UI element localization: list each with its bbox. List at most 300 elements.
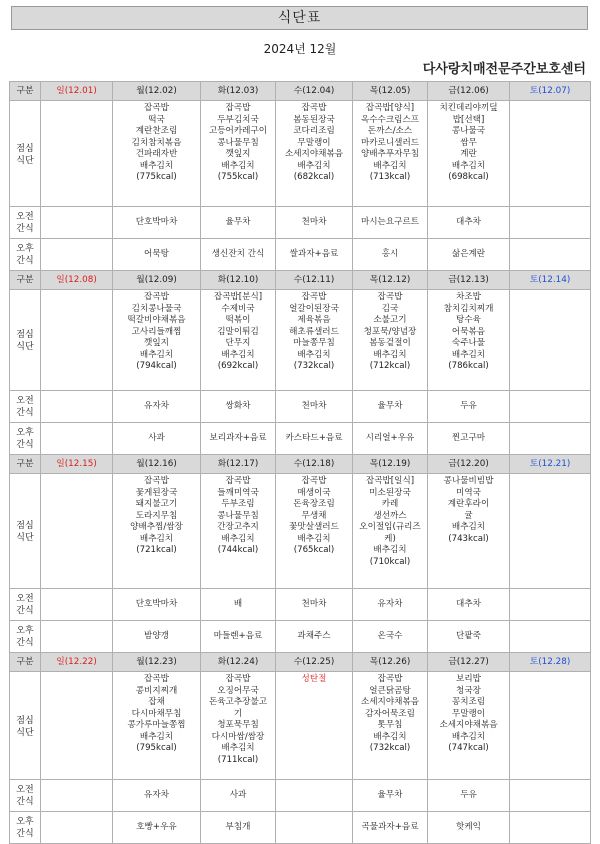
am-snack-cell — [41, 207, 113, 239]
menu-item: 톳무침 — [377, 720, 403, 730]
menu-item: 계란 — [460, 149, 477, 159]
am-snack-label — [10, 589, 41, 621]
menu-item: 기 — [233, 708, 243, 719]
day-header: 월(12.23) — [113, 653, 201, 672]
am-snack-cell: 마시는요구르트 — [353, 207, 428, 239]
lunch-menu-cell — [510, 474, 591, 589]
menu-item: 들깨미역국 — [217, 487, 259, 498]
pm-snack-row — [10, 239, 591, 271]
menu-item: 도라지무침 — [135, 510, 178, 521]
am-snack-label-text: 간식 — [16, 605, 34, 616]
menu-item: (692kcal) — [217, 361, 259, 371]
day-header: 수(12.25) — [276, 653, 353, 672]
menu-item: 봄동겉절이 — [369, 338, 411, 348]
pm-snack-row — [10, 423, 591, 455]
menu-item: 마늘쫑무침 — [293, 338, 335, 348]
am-snack-cell: 두유 — [428, 391, 510, 423]
menu-item: 콩비지찌개 — [135, 685, 178, 696]
lunch-menu-cell — [201, 672, 276, 780]
am-snack-cell: 단호박마차 — [113, 589, 201, 621]
menu-item: 밥[선택] — [452, 114, 485, 125]
am-snack-cell — [510, 589, 591, 621]
menu-item: 소세지야채볶음 — [439, 720, 498, 730]
pm-snack-cell — [510, 239, 591, 271]
day-header: 일(12.22) — [41, 653, 113, 672]
day-header: 일(12.01) — [41, 82, 113, 101]
am-snack-cell — [41, 391, 113, 423]
lunch-label-text: 식단 — [16, 155, 34, 166]
lunch-row — [10, 101, 591, 207]
lunch-menu-cell — [353, 672, 428, 780]
menu-item: 치킨데리야끼덮 — [439, 103, 498, 113]
day-header: 금(12.06) — [428, 82, 510, 101]
day-header: 목(12.12) — [353, 271, 428, 290]
menu-item: (711kcal) — [217, 754, 259, 765]
day-header: 목(12.19) — [353, 455, 428, 474]
menu-item: (795kcal) — [136, 743, 177, 753]
lunch-menu-cell — [428, 672, 510, 780]
lunch-menu-cell — [353, 290, 428, 391]
menu-item: 돈육장조림 — [293, 499, 335, 509]
menu-item: 배추김치 — [297, 349, 331, 360]
menu-item: 김국 — [381, 303, 399, 314]
menu-item: 코다리조림 — [293, 126, 335, 136]
pm-snack-label-text: 간식 — [16, 828, 34, 839]
am-snack-label — [10, 391, 41, 423]
am-snack-cell: 쌍화차 — [201, 391, 276, 423]
page-title: 식단표 — [277, 10, 322, 26]
am-snack-cell: 율무차 — [353, 780, 428, 812]
menu-item: 봄동된장국 — [293, 114, 335, 125]
menu-item: 양배추푸자무침 — [360, 149, 420, 159]
am-snack-cell — [41, 589, 113, 621]
day-header: 수(12.18) — [276, 455, 353, 474]
meal-table — [9, 81, 591, 844]
month-label: 2024년 12월 — [263, 42, 337, 56]
menu-item: 감자어묵조림 — [365, 708, 415, 719]
pm-snack-cell: 핫케익 — [428, 812, 510, 844]
menu-item: 떡국 — [148, 114, 165, 125]
day-header: 금(12.27) — [428, 653, 510, 672]
menu-item: 배추김치 — [221, 160, 255, 171]
pm-snack-cell — [41, 239, 113, 271]
menu-item: 탕수육 — [456, 315, 481, 325]
pm-snack-cell — [41, 423, 113, 455]
am-snack-label-text: 간식 — [16, 796, 34, 807]
day-header: 월(12.09) — [113, 271, 201, 290]
pm-snack-cell: 부침개 — [201, 812, 276, 844]
menu-item: 마카로니샐러드 — [360, 137, 420, 148]
pm-snack-cell: 찐고구마 — [428, 423, 510, 455]
menu-item: 해초류샐러드 — [289, 326, 339, 337]
lunch-menu-cell — [41, 474, 113, 589]
day-header: 화(12.17) — [201, 455, 276, 474]
am-snack-label-text: 간식 — [16, 223, 34, 234]
day-header: 토(12.07) — [510, 82, 591, 101]
lunch-menu-cell — [113, 672, 201, 780]
pm-snack-cell: 어묵탕 — [113, 239, 201, 271]
pm-snack-label-text: 오후 — [16, 816, 34, 827]
menu-item: 돈까스/소스 — [367, 126, 413, 136]
menu-item: 잡곡밥 — [225, 674, 251, 684]
am-snack-cell: 율무차 — [353, 391, 428, 423]
am-snack-row — [10, 589, 591, 621]
am-snack-row — [10, 780, 591, 812]
menu-item: 단무지 — [225, 338, 251, 348]
menu-item: 꽃게된장국 — [135, 487, 178, 498]
am-snack-row — [10, 391, 591, 423]
menu-item: 다시마채무침 — [131, 708, 182, 719]
menu-item: 잡곡밥 — [377, 292, 403, 302]
menu-item: 잡곡밥 — [144, 674, 169, 684]
am-snack-cell: 단호박마차 — [113, 207, 201, 239]
pm-snack-cell: 삶은계란 — [428, 239, 510, 271]
lunch-menu-cell — [41, 290, 113, 391]
pm-snack-cell: 단팥죽 — [428, 621, 510, 653]
pm-snack-cell: 곡물과자+음료 — [353, 812, 428, 844]
lunch-menu-cell — [113, 290, 201, 391]
day-header: 수(12.11) — [276, 271, 353, 290]
pm-snack-cell: 생신잔치 간식 — [201, 239, 276, 271]
am-snack-cell: 유자차 — [113, 391, 201, 423]
pm-snack-cell — [510, 812, 591, 844]
menu-item: (682kcal) — [293, 172, 335, 182]
week-header-row — [10, 653, 591, 672]
lunch-label-text: 식단 — [16, 342, 34, 352]
lunch-menu-cell — [41, 101, 113, 207]
menu-item: 깻잎지 — [225, 149, 251, 159]
menu-item: (732kcal) — [369, 743, 411, 753]
am-snack-label — [10, 207, 41, 239]
menu-item: 콩나물무침 — [217, 137, 259, 148]
pm-snack-label-text: 간식 — [16, 439, 34, 450]
menu-item: 간장고추지 — [217, 522, 259, 532]
menu-item: 배추김치 — [139, 731, 174, 742]
lunch-label — [10, 672, 41, 780]
week-header-row — [10, 455, 591, 474]
lunch-label-text: 점심 — [16, 715, 34, 726]
am-snack-label-text: 오전 — [16, 395, 34, 406]
menu-item: 제육볶음 — [297, 315, 331, 325]
gubun-label: 구분 — [10, 653, 41, 672]
lunch-menu-cell — [510, 290, 591, 391]
am-snack-cell: 천마차 — [276, 589, 353, 621]
menu-item: 소불고기 — [373, 315, 407, 325]
pm-snack-cell — [41, 812, 113, 844]
lunch-label-text: 식단 — [16, 533, 34, 543]
lunch-menu-cell — [428, 290, 510, 391]
pm-snack-label-text: 오후 — [16, 427, 34, 438]
gubun-label: 구분 — [10, 82, 41, 101]
day-header: 토(12.28) — [510, 653, 591, 672]
menu-item: 잡곡밥[분식] — [213, 292, 263, 302]
lunch-menu-cell — [510, 101, 591, 207]
pm-snack-cell: 마들렌+음료 — [201, 621, 276, 653]
day-header: 토(12.14) — [510, 271, 591, 290]
menu-item: 얼큰닭곰탕 — [369, 685, 411, 696]
menu-item: (744kcal) — [217, 545, 259, 555]
lunch-label — [10, 290, 41, 391]
lunch-menu-cell — [428, 474, 510, 589]
pm-snack-row — [10, 812, 591, 844]
menu-item: 생선까스 — [373, 510, 407, 521]
menu-item: (743kcal) — [448, 533, 489, 544]
lunch-menu-cell — [113, 101, 201, 207]
pm-snack-row — [10, 621, 591, 653]
menu-item: 미소된장국 — [369, 487, 411, 498]
page-title-box — [11, 6, 588, 30]
menu-item: 오징어무국 — [217, 685, 259, 696]
lunch-menu-cell — [113, 474, 201, 589]
menu-item: 무말랭이 — [297, 137, 331, 148]
day-header: 화(12.24) — [201, 653, 276, 672]
menu-item: 잡곡밥[양식] — [365, 103, 415, 113]
menu-item: 배추김치 — [297, 160, 331, 171]
gubun-label: 구분 — [10, 455, 41, 474]
menu-item: 차조밥 — [456, 292, 481, 302]
pm-snack-cell: 과채주스 — [276, 621, 353, 653]
pm-snack-cell: 쌀과자+음료 — [276, 239, 353, 271]
am-snack-cell: 천마차 — [276, 391, 353, 423]
pm-snack-cell: 밤양갱 — [113, 621, 201, 653]
pm-snack-label — [10, 812, 41, 844]
lunch-row — [10, 672, 591, 780]
menu-item: (786kcal) — [448, 361, 489, 371]
pm-snack-label-text: 간식 — [16, 637, 34, 648]
menu-item: 성탄절 — [301, 674, 327, 684]
menu-item: 배추김치 — [451, 160, 486, 171]
menu-item: 배추김치 — [451, 731, 486, 742]
menu-item: 돼지불고기 — [135, 499, 178, 509]
menu-item: 배추김치 — [221, 533, 255, 544]
menu-item: 어묵볶음 — [451, 326, 486, 337]
lunch-menu-cell — [353, 101, 428, 207]
lunch-menu-cell — [201, 290, 276, 391]
menu-item: 배추김치 — [373, 731, 407, 742]
menu-item: 계란후라이 — [447, 499, 490, 509]
am-snack-label-text: 오전 — [16, 211, 34, 222]
menu-item: 잡곡밥 — [144, 292, 169, 302]
menu-item: 깻잎지 — [144, 338, 169, 348]
lunch-menu-cell — [276, 672, 353, 780]
menu-item: 돈육고추장불고 — [208, 697, 268, 707]
menu-item: 잡곡밥 — [225, 103, 251, 113]
day-header: 일(12.15) — [41, 455, 113, 474]
menu-item: 고사리들깨찜 — [131, 326, 182, 337]
menu-item: 잡곡밥 — [144, 103, 169, 113]
pm-snack-cell: 사과 — [113, 423, 201, 455]
menu-item: 잡채 — [148, 697, 165, 707]
lunch-label-text: 점심 — [16, 330, 34, 340]
menu-item: 두부조림 — [221, 499, 255, 509]
am-snack-cell — [510, 391, 591, 423]
menu-item: 옥수수크림스프 — [360, 114, 420, 125]
day-header: 수(12.04) — [276, 82, 353, 101]
lunch-menu-cell — [510, 672, 591, 780]
am-snack-cell: 율무차 — [201, 207, 276, 239]
menu-item: 케) — [384, 533, 396, 544]
pm-snack-label — [10, 621, 41, 653]
day-header: 월(12.16) — [113, 455, 201, 474]
pm-snack-label-text: 오후 — [16, 625, 34, 636]
menu-item: 김치콩나물국 — [131, 303, 182, 314]
am-snack-cell: 대추차 — [428, 589, 510, 621]
am-snack-label-text: 오전 — [16, 593, 34, 604]
pm-snack-label-text: 오후 — [16, 243, 34, 254]
menu-item: 배추김치 — [373, 349, 407, 360]
menu-item: 배추김치 — [139, 160, 174, 171]
menu-item: 청포묵무침 — [217, 720, 259, 730]
am-snack-cell: 배 — [201, 589, 276, 621]
menu-item: (747kcal) — [448, 743, 489, 753]
pm-snack-cell: 홍시 — [353, 239, 428, 271]
menu-item: 청국장 — [456, 685, 481, 696]
am-snack-cell — [510, 207, 591, 239]
pm-snack-label-text: 간식 — [16, 255, 34, 266]
menu-item: 청포묵/양념장 — [363, 326, 417, 337]
menu-item: 양배추찜/쌈장 — [130, 522, 183, 532]
menu-item: 꽃맛살샐러드 — [289, 522, 339, 532]
lunch-label — [10, 474, 41, 589]
pm-snack-cell: 보리과자+음료 — [201, 423, 276, 455]
am-snack-label-text: 오전 — [16, 784, 34, 795]
menu-item: (755kcal) — [217, 172, 259, 182]
menu-item: 숙주나물 — [451, 338, 486, 348]
menu-item: 배추김치 — [451, 522, 486, 532]
menu-item: 배추김치 — [297, 533, 331, 544]
menu-item: (698kcal) — [448, 172, 489, 182]
day-header: 토(12.21) — [510, 455, 591, 474]
am-snack-cell: 유자차 — [113, 780, 201, 812]
menu-item: 건파래자반 — [135, 149, 178, 159]
menu-item: (713kcal) — [369, 172, 411, 182]
pm-snack-cell: 온국수 — [353, 621, 428, 653]
lunch-label-text: 점심 — [16, 143, 34, 154]
menu-item: 잡곡밥 — [225, 476, 251, 486]
menu-item: 카레 — [381, 499, 399, 509]
menu-item: 소세지야채볶음 — [284, 149, 344, 159]
day-header: 목(12.26) — [353, 653, 428, 672]
am-snack-cell: 대추차 — [428, 207, 510, 239]
menu-item: 배추김치 — [373, 160, 407, 171]
lunch-menu-cell — [276, 101, 353, 207]
menu-item: 떡갈비야채볶음 — [127, 315, 186, 325]
menu-item: (732kcal) — [293, 361, 335, 371]
day-header: 금(12.20) — [428, 455, 510, 474]
pm-snack-cell: 호빵+우유 — [113, 812, 201, 844]
menu-item: 얼갈이된장국 — [289, 303, 339, 314]
lunch-menu-cell — [428, 101, 510, 207]
menu-item: 고등어카레구이 — [208, 126, 268, 136]
menu-item: 매생이국 — [297, 487, 331, 498]
am-snack-cell — [510, 780, 591, 812]
am-snack-label-text: 간식 — [16, 407, 34, 418]
day-header: 화(12.03) — [201, 82, 276, 101]
pm-snack-cell: 카스타드+음료 — [276, 423, 353, 455]
lunch-menu-cell — [276, 290, 353, 391]
lunch-menu-cell — [201, 101, 276, 207]
lunch-label-text: 점심 — [16, 521, 34, 531]
week-header-row — [10, 271, 591, 290]
menu-item: (721kcal) — [136, 545, 177, 555]
menu-item: (794kcal) — [136, 361, 177, 371]
lunch-row — [10, 290, 591, 391]
menu-item: 잡곡밥 — [144, 476, 169, 486]
pm-snack-cell — [276, 812, 353, 844]
pm-snack-cell — [510, 423, 591, 455]
menu-item: 콩가루마늘쫑찜 — [127, 720, 186, 730]
menu-item: 미역국 — [456, 487, 481, 498]
lunch-menu-cell — [276, 474, 353, 589]
day-header: 일(12.08) — [41, 271, 113, 290]
lunch-menu-cell — [201, 474, 276, 589]
menu-item: 소세지야채볶음 — [360, 697, 420, 707]
pm-snack-cell: 시리얼+우유 — [353, 423, 428, 455]
day-header: 월(12.02) — [113, 82, 201, 101]
pm-snack-label — [10, 423, 41, 455]
menu-item: (765kcal) — [293, 545, 335, 555]
menu-item: 콩나물무침 — [217, 510, 259, 521]
pm-snack-label — [10, 239, 41, 271]
pm-snack-cell — [41, 621, 113, 653]
menu-item: 콩나물비빔밥 — [443, 476, 494, 486]
gubun-label: 구분 — [10, 271, 41, 290]
week-header-row — [10, 82, 591, 101]
menu-item: 배추김치 — [373, 545, 407, 555]
menu-item: 귤 — [464, 510, 473, 521]
pm-snack-cell — [510, 621, 591, 653]
menu-item: (775kcal) — [136, 172, 177, 182]
menu-item: 잡곡밥 — [301, 292, 327, 302]
am-snack-cell — [41, 780, 113, 812]
menu-item: 김치참치볶음 — [131, 137, 182, 148]
menu-item: (712kcal) — [369, 361, 411, 371]
center-name: 다사랑치매전문주간보호센터 — [422, 62, 586, 77]
lunch-row — [10, 474, 591, 589]
menu-item: 배추김치 — [451, 349, 486, 360]
menu-item: 잡곡밥 — [377, 674, 403, 684]
day-header: 화(12.10) — [201, 271, 276, 290]
menu-item: 배추김치 — [221, 743, 255, 753]
lunch-label — [10, 101, 41, 207]
menu-item: 잡곡밥[일식] — [365, 476, 415, 486]
menu-item: 다시마쌈/쌈장 — [211, 731, 265, 742]
lunch-label-text: 식단 — [16, 727, 34, 738]
day-header: 목(12.05) — [353, 82, 428, 101]
menu-item: 잡곡밥 — [301, 103, 327, 113]
menu-item: 배추김치 — [139, 533, 174, 544]
am-snack-cell: 두유 — [428, 780, 510, 812]
am-snack-cell: 유자차 — [353, 589, 428, 621]
menu-item: 계란찬조림 — [135, 126, 178, 136]
am-snack-cell: 천마차 — [276, 207, 353, 239]
menu-item: 수제비국 — [221, 303, 255, 314]
am-snack-cell — [276, 780, 353, 812]
menu-item: 무말랭이 — [451, 708, 486, 719]
menu-item: 콩나물국 — [451, 126, 486, 136]
am-snack-label — [10, 780, 41, 812]
menu-item: 배추김치 — [221, 349, 255, 360]
menu-item: 두부김치국 — [217, 114, 259, 125]
menu-item: 무생채 — [301, 510, 327, 521]
menu-item: 꽁치조림 — [451, 697, 486, 707]
lunch-menu-cell — [41, 672, 113, 780]
menu-item: 보리밥 — [456, 674, 481, 684]
menu-item: 떡볶이 — [225, 315, 251, 325]
am-snack-cell: 사과 — [201, 780, 276, 812]
menu-item: (710kcal) — [369, 556, 411, 567]
lunch-menu-cell — [353, 474, 428, 589]
